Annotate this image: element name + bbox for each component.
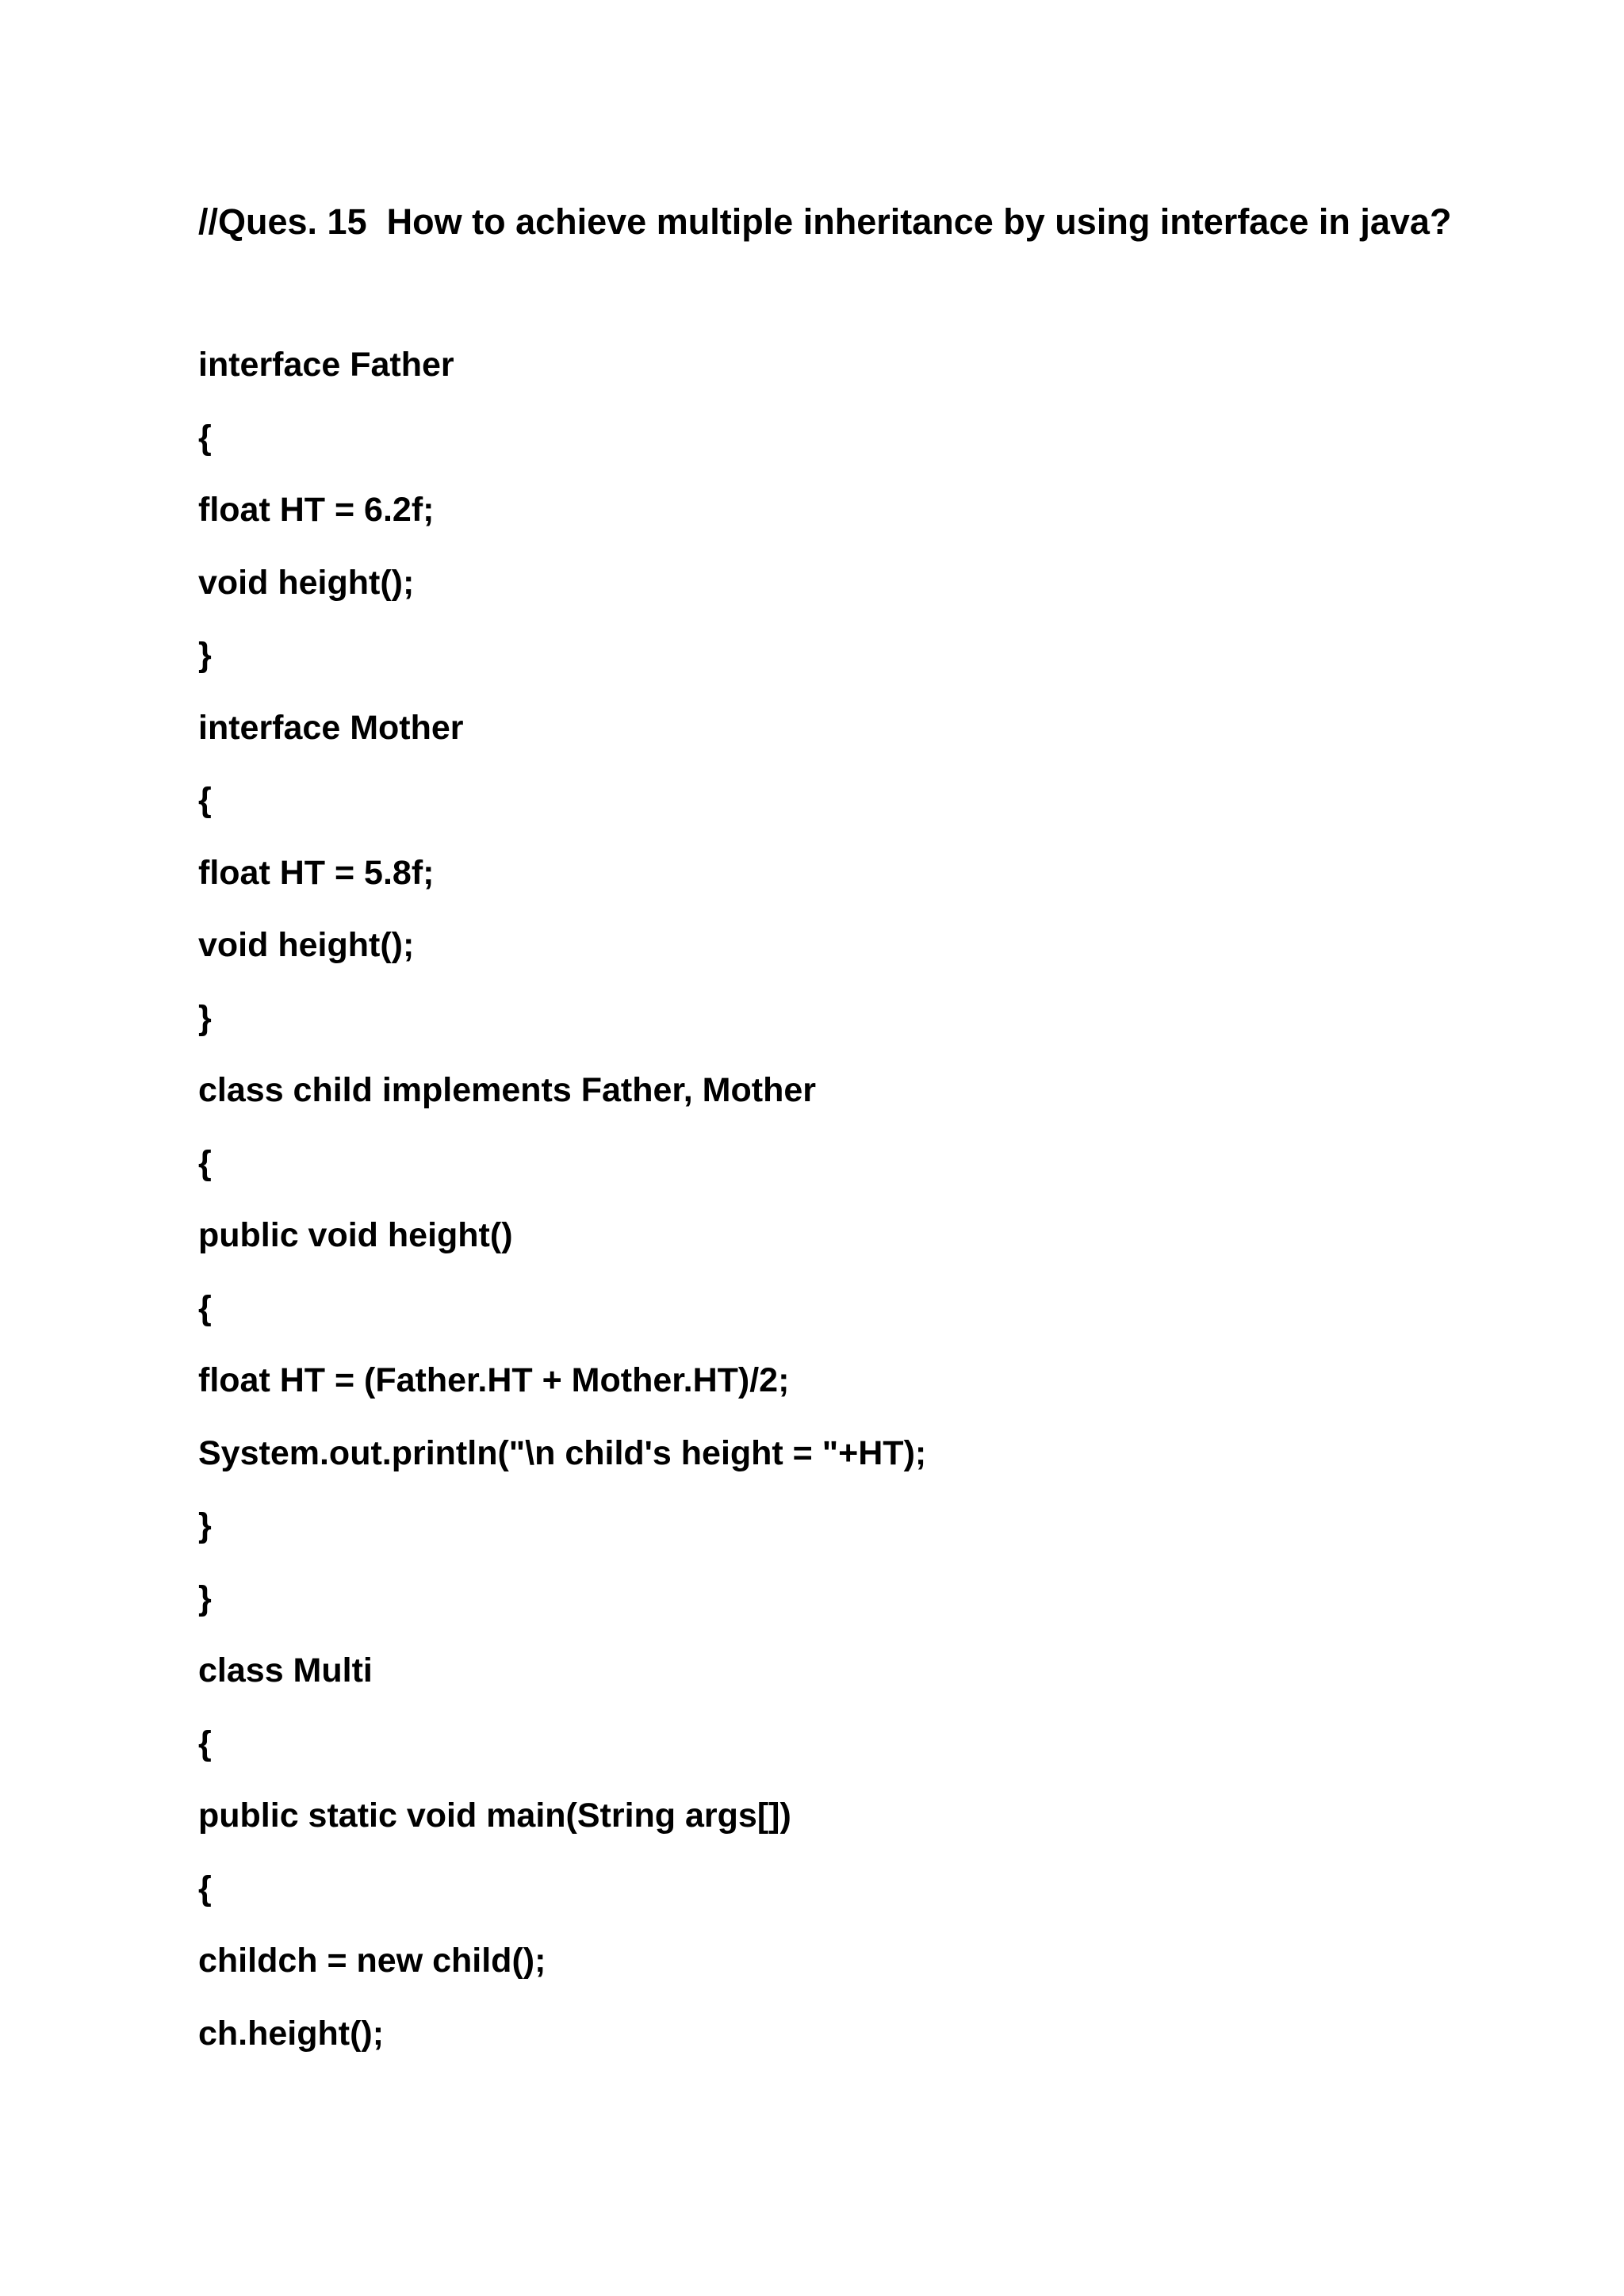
code-line: System.out.println("\n child's height = "+HT); <box>198 1433 927 1472</box>
code-line: { <box>198 1724 212 1762</box>
code-line: ch.height(); <box>198 2014 385 2053</box>
code-line: void height(); <box>198 926 415 964</box>
code-line: class Multi <box>198 1651 373 1689</box>
code-line: { <box>198 781 212 819</box>
code-line: interface Mother <box>198 708 464 747</box>
question-heading: //Ques. 15 How to achieve multiple inheritance by using interface in java? <box>198 201 1452 242</box>
code-line: { <box>198 1143 212 1182</box>
code-line: { <box>198 1288 212 1327</box>
code-line: float HT = 5.8f; <box>198 853 435 892</box>
code-listing <box>198 342 926 2084</box>
code-line: } <box>198 636 212 674</box>
code-line: float HT = (Father.HT + Mother.HT)/2; <box>198 1361 790 1399</box>
code-line: interface Father <box>198 346 454 384</box>
code-line: } <box>198 998 212 1037</box>
code-line: public void height() <box>198 1216 513 1254</box>
code-line: public static void main(String args[]) <box>198 1797 791 1835</box>
code-line: } <box>198 1506 212 1544</box>
code-line: void height(); <box>198 563 415 602</box>
code-line: childch = new child(); <box>198 1942 546 1980</box>
code-line: { <box>198 418 212 457</box>
code-line: class child implements Father, Mother <box>198 1071 816 1109</box>
code-line: } <box>198 1578 212 1617</box>
code-line: { <box>198 1869 212 1908</box>
code-line: float HT = 6.2f; <box>198 491 435 529</box>
